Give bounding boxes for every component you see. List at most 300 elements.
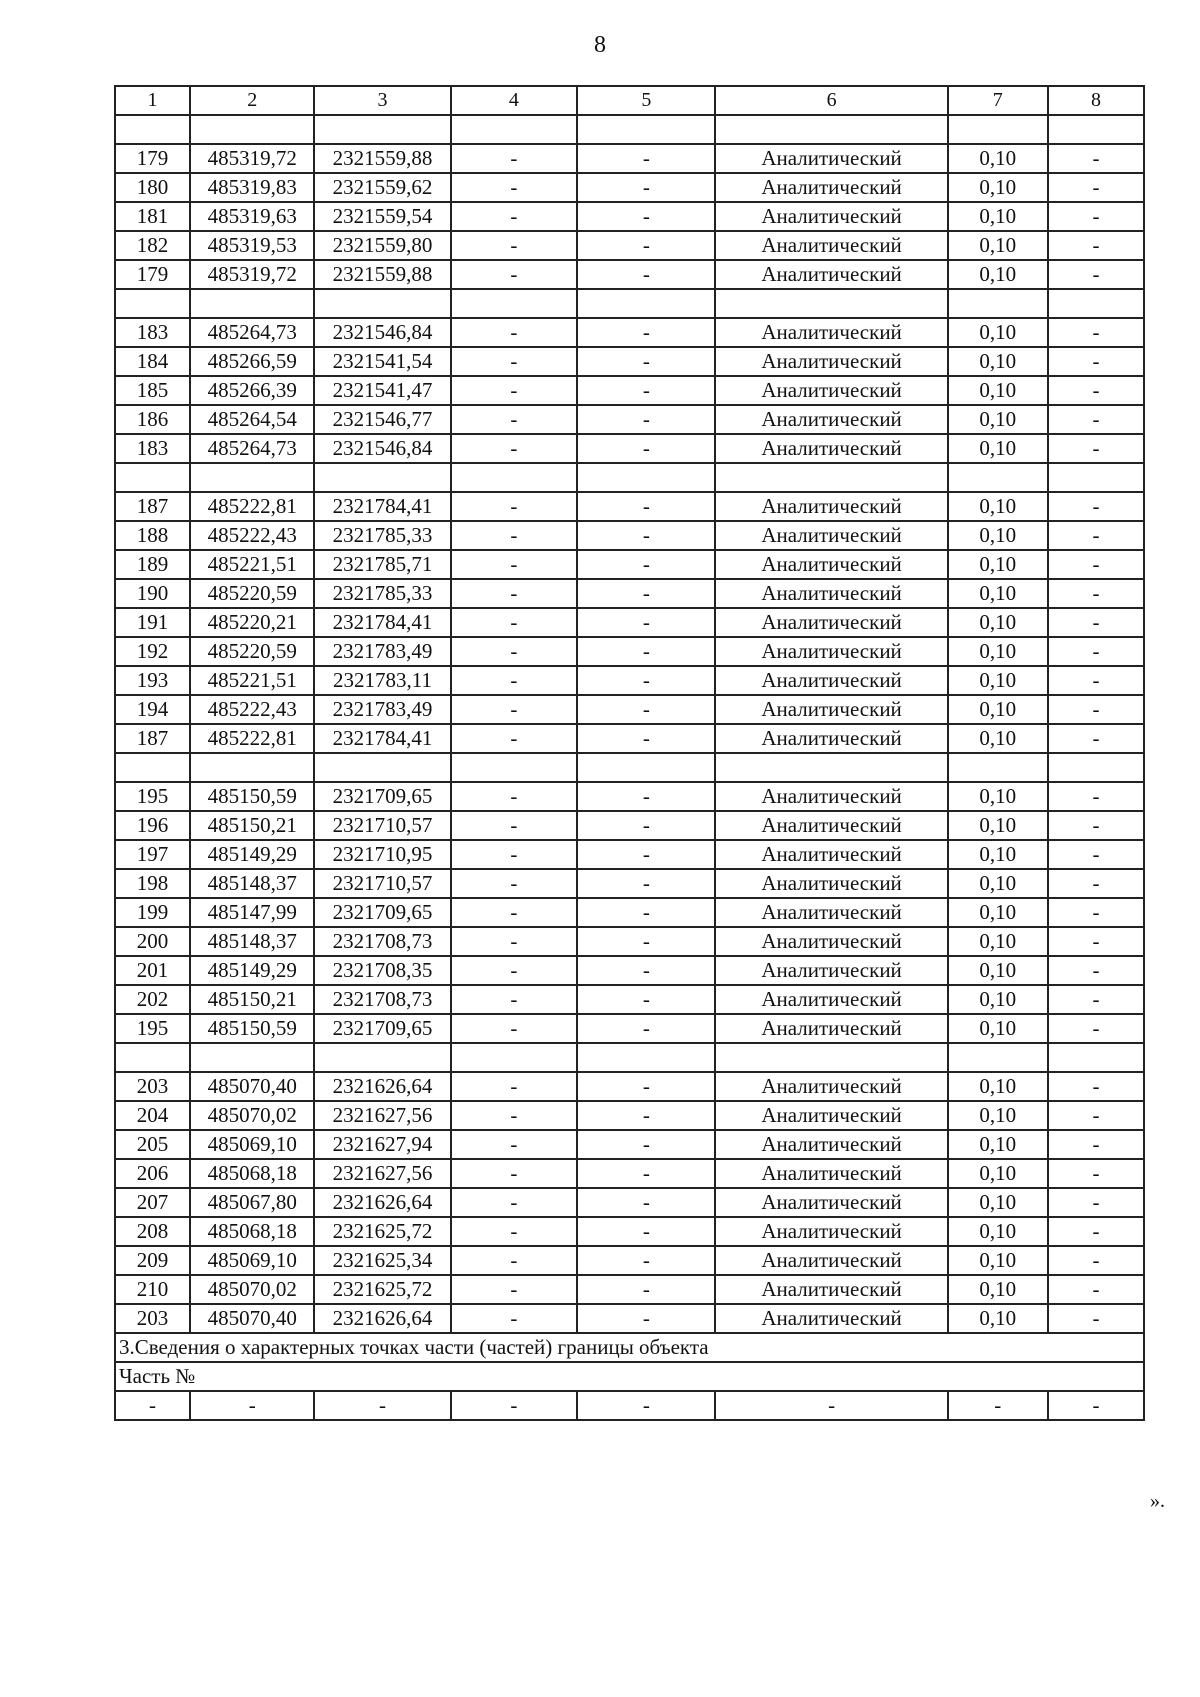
table-cell-col6: Аналитический bbox=[715, 1188, 947, 1217]
table-cell-col7: 0,10 bbox=[948, 956, 1048, 985]
table-cell-col2 bbox=[190, 289, 315, 318]
table-cell-col3: 2321784,41 bbox=[314, 492, 450, 521]
table-cell-col5: - bbox=[577, 1188, 715, 1217]
table-cell-col1: 195 bbox=[115, 782, 190, 811]
table-cell-col1: 200 bbox=[115, 927, 190, 956]
table-cell-col3 bbox=[314, 753, 450, 782]
table-cell-col5 bbox=[577, 289, 715, 318]
table-cell-col2: 485150,21 bbox=[190, 811, 315, 840]
table-cell-col7: 0,10 bbox=[948, 898, 1048, 927]
table-cell-col4: - bbox=[451, 550, 578, 579]
table-row bbox=[115, 434, 1144, 463]
table-cell-col8: - bbox=[1048, 579, 1144, 608]
table-cell-col4: - bbox=[451, 1304, 578, 1333]
table-cell-col2: 485220,21 bbox=[190, 608, 315, 637]
table-cell-col8: 8 bbox=[1048, 86, 1144, 115]
table-row bbox=[115, 173, 1144, 202]
table-cell-col1: 194 bbox=[115, 695, 190, 724]
table-cell-col2: 485148,37 bbox=[190, 927, 315, 956]
table-cell-col6 bbox=[715, 289, 947, 318]
table-cell-col6 bbox=[715, 753, 947, 782]
table-cell-col8: - bbox=[1048, 1072, 1144, 1101]
table-cell-col1: 182 bbox=[115, 231, 190, 260]
table-cell-col5: - bbox=[577, 173, 715, 202]
table-cell-col6: Аналитический bbox=[715, 724, 947, 753]
coordinates-table bbox=[114, 85, 1145, 1421]
table-cell-col7: 0,10 bbox=[948, 173, 1048, 202]
table-cell-col6: Аналитический bbox=[715, 869, 947, 898]
table-cell-col6: - bbox=[715, 1391, 947, 1420]
table-cell-col7: 0,10 bbox=[948, 202, 1048, 231]
table-cell-col1: 206 bbox=[115, 1159, 190, 1188]
table-cell-col2: 485149,29 bbox=[190, 840, 315, 869]
table-cell-col2: 485319,63 bbox=[190, 202, 315, 231]
table-cell-col3: 2321627,56 bbox=[314, 1101, 450, 1130]
table-cell-col5: - bbox=[577, 318, 715, 347]
table-row bbox=[115, 1159, 1144, 1188]
table-cell-col5: - bbox=[577, 1014, 715, 1043]
table-cell-col5: - bbox=[577, 1072, 715, 1101]
table-cell-col2: 485220,59 bbox=[190, 637, 315, 666]
table-cell-col8: - bbox=[1048, 724, 1144, 753]
table-row bbox=[115, 985, 1144, 1014]
table-cell-col4: - bbox=[451, 1014, 578, 1043]
table-cell-col8: - bbox=[1048, 956, 1144, 985]
table-cell-col1: 197 bbox=[115, 840, 190, 869]
table-cell-col5: - bbox=[577, 782, 715, 811]
table-cell-col7: 0,10 bbox=[948, 1304, 1048, 1333]
table-cell-col8: - bbox=[1048, 782, 1144, 811]
table-cell-col4: - bbox=[451, 985, 578, 1014]
table-row bbox=[115, 1188, 1144, 1217]
table-row bbox=[115, 521, 1144, 550]
table-cell-col4: - bbox=[451, 405, 578, 434]
table-cell-col1: 179 bbox=[115, 260, 190, 289]
table-cell-col3: 2321783,49 bbox=[314, 695, 450, 724]
table-cell-col4: 4 bbox=[451, 86, 578, 115]
table-cell-col3: 2321559,62 bbox=[314, 173, 450, 202]
table-cell-col3: 2321784,41 bbox=[314, 608, 450, 637]
table-cell-col7: 0,10 bbox=[948, 637, 1048, 666]
table-cell-col7: 0,10 bbox=[948, 260, 1048, 289]
table-cell-col2: 485068,18 bbox=[190, 1159, 315, 1188]
table-cell-col1: 202 bbox=[115, 985, 190, 1014]
table-cell-col2: 485147,99 bbox=[190, 898, 315, 927]
table-cell-col8: - bbox=[1048, 550, 1144, 579]
table-cell-col1: 203 bbox=[115, 1072, 190, 1101]
section3-title-text: 3.Сведения о характерных точках части (частей) границы объекта bbox=[115, 1333, 1144, 1362]
table-cell-col6: Аналитический bbox=[715, 985, 947, 1014]
table-row bbox=[115, 956, 1144, 985]
table-cell-col3: - bbox=[314, 1391, 450, 1420]
table-cell-col4: - bbox=[451, 1275, 578, 1304]
table-cell-col2: 485069,10 bbox=[190, 1246, 315, 1275]
table-cell-col7: 0,10 bbox=[948, 144, 1048, 173]
table-cell-col6 bbox=[715, 463, 947, 492]
table-cell-col2: 485319,72 bbox=[190, 144, 315, 173]
table-cell-col8: - bbox=[1048, 811, 1144, 840]
table-cell-col6 bbox=[715, 115, 947, 144]
table-cell-col3: 2321559,80 bbox=[314, 231, 450, 260]
table-cell-col8: - bbox=[1048, 927, 1144, 956]
table-cell-col5: - bbox=[577, 666, 715, 695]
table-cell-col6: Аналитический bbox=[715, 608, 947, 637]
table-cell-col5: - bbox=[577, 927, 715, 956]
table-row bbox=[115, 347, 1144, 376]
table-cell-col4: - bbox=[451, 231, 578, 260]
table-cell-col6: Аналитический bbox=[715, 231, 947, 260]
table-cell-col4: - bbox=[451, 376, 578, 405]
blank-separator-row bbox=[115, 115, 1144, 144]
table-cell-col2: 485319,72 bbox=[190, 260, 315, 289]
table-cell-col1: 198 bbox=[115, 869, 190, 898]
table-cell-col3: 2321626,64 bbox=[314, 1188, 450, 1217]
table-cell-col8: - bbox=[1048, 869, 1144, 898]
table-cell-col6: Аналитический bbox=[715, 347, 947, 376]
table-cell-col1: 189 bbox=[115, 550, 190, 579]
table-cell-col8: - bbox=[1048, 985, 1144, 1014]
table-cell-col1: 188 bbox=[115, 521, 190, 550]
table-cell-col6: Аналитический bbox=[715, 434, 947, 463]
page-number: 8 bbox=[594, 32, 606, 58]
table-cell-col1: 205 bbox=[115, 1130, 190, 1159]
part-label bbox=[115, 1362, 1144, 1391]
table-cell-col6: Аналитический bbox=[715, 260, 947, 289]
table-cell-col3: 2321783,11 bbox=[314, 666, 450, 695]
table-row bbox=[115, 1101, 1144, 1130]
blank-separator-row bbox=[115, 289, 1144, 318]
table-cell-col2: 485319,53 bbox=[190, 231, 315, 260]
table-row bbox=[115, 376, 1144, 405]
table-cell-col8: - bbox=[1048, 1130, 1144, 1159]
table-cell-col7: - bbox=[948, 1391, 1048, 1420]
table-cell-col3: 2321708,73 bbox=[314, 985, 450, 1014]
table-cell-col7: 0,10 bbox=[948, 231, 1048, 260]
table-row bbox=[115, 898, 1144, 927]
table-cell-col8: - bbox=[1048, 695, 1144, 724]
table-cell-col4: - bbox=[451, 1101, 578, 1130]
table-cell-col6: Аналитический bbox=[715, 318, 947, 347]
table-cell-col1 bbox=[115, 753, 190, 782]
table-cell-col8 bbox=[1048, 115, 1144, 144]
table-cell-col1: 207 bbox=[115, 1188, 190, 1217]
table-cell-col5: - bbox=[577, 811, 715, 840]
table-cell-col4: - bbox=[451, 1391, 578, 1420]
table-cell-col1: 209 bbox=[115, 1246, 190, 1275]
table-cell-col2: 485221,51 bbox=[190, 550, 315, 579]
table-cell-col3: 3 bbox=[314, 86, 450, 115]
table-cell-col4: - bbox=[451, 724, 578, 753]
table-cell-col4 bbox=[451, 115, 578, 144]
table-cell-col6: Аналитический bbox=[715, 1304, 947, 1333]
table-cell-col7: 0,10 bbox=[948, 434, 1048, 463]
table-cell-col8: - bbox=[1048, 376, 1144, 405]
table-cell-col3: 2321709,65 bbox=[314, 782, 450, 811]
table-cell-col8: - bbox=[1048, 1391, 1144, 1420]
table-cell-col4: - bbox=[451, 260, 578, 289]
table-cell-col1: 210 bbox=[115, 1275, 190, 1304]
table-cell-col2: 485266,39 bbox=[190, 376, 315, 405]
table-cell-col7: 0,10 bbox=[948, 782, 1048, 811]
table-cell-col1: 204 bbox=[115, 1101, 190, 1130]
table-cell-col5: - bbox=[577, 985, 715, 1014]
table-cell-col7: 0,10 bbox=[948, 724, 1048, 753]
table-cell-col7: 0,10 bbox=[948, 1275, 1048, 1304]
table-cell-col5: - bbox=[577, 1101, 715, 1130]
table-cell-col2 bbox=[190, 753, 315, 782]
table-cell-col5: - bbox=[577, 579, 715, 608]
table-cell-col6: Аналитический bbox=[715, 1101, 947, 1130]
table-cell-col4: - bbox=[451, 869, 578, 898]
table-row bbox=[115, 695, 1144, 724]
table-row bbox=[115, 869, 1144, 898]
table-cell-col4: - bbox=[451, 173, 578, 202]
section3-title bbox=[115, 1333, 1144, 1362]
table-cell-col8: - bbox=[1048, 405, 1144, 434]
table-cell-col5 bbox=[577, 753, 715, 782]
blank-separator-row bbox=[115, 463, 1144, 492]
table-cell-col5: - bbox=[577, 347, 715, 376]
table-cell-col7: 0,10 bbox=[948, 492, 1048, 521]
table-cell-col4: - bbox=[451, 347, 578, 376]
table-cell-col2: 485069,10 bbox=[190, 1130, 315, 1159]
table-cell-col7: 0,10 bbox=[948, 318, 1048, 347]
table-cell-col3: 2321626,64 bbox=[314, 1304, 450, 1333]
table-row bbox=[115, 1275, 1144, 1304]
table-cell-col1: - bbox=[115, 1391, 190, 1420]
table-cell-col6: Аналитический bbox=[715, 376, 947, 405]
table-cell-col6: Аналитический bbox=[715, 927, 947, 956]
table-cell-col1: 180 bbox=[115, 173, 190, 202]
table-cell-col6 bbox=[715, 1043, 947, 1072]
table-cell-col8: - bbox=[1048, 521, 1144, 550]
table-cell-col5: - bbox=[577, 724, 715, 753]
table-cell-col2: 485222,43 bbox=[190, 521, 315, 550]
table-cell-col5: - bbox=[577, 1391, 715, 1420]
table-cell-col8: - bbox=[1048, 1304, 1144, 1333]
table-cell-col2: 485221,51 bbox=[190, 666, 315, 695]
table-cell-col3: 2321627,56 bbox=[314, 1159, 450, 1188]
table-cell-col4: - bbox=[451, 1188, 578, 1217]
table-cell-col4: - bbox=[451, 1072, 578, 1101]
table-cell-col7: 0,10 bbox=[948, 608, 1048, 637]
table-cell-col6: Аналитический bbox=[715, 666, 947, 695]
table-cell-col5: - bbox=[577, 376, 715, 405]
table-cell-col5: - bbox=[577, 405, 715, 434]
table-cell-col4: - bbox=[451, 1246, 578, 1275]
table-cell-col1: 185 bbox=[115, 376, 190, 405]
table-cell-col7: 0,10 bbox=[948, 1101, 1048, 1130]
table-cell-col1 bbox=[115, 115, 190, 144]
table-row bbox=[115, 1014, 1144, 1043]
table-cell-col4: - bbox=[451, 1217, 578, 1246]
table-row bbox=[115, 202, 1144, 231]
table-cell-col5: - bbox=[577, 231, 715, 260]
table-cell-col8: - bbox=[1048, 1275, 1144, 1304]
table-cell-col7: 0,10 bbox=[948, 405, 1048, 434]
table-cell-col2: 485264,54 bbox=[190, 405, 315, 434]
table-cell-col2: 485150,59 bbox=[190, 1014, 315, 1043]
table-cell-col7: 0,10 bbox=[948, 376, 1048, 405]
table-row bbox=[115, 260, 1144, 289]
table-cell-col5: - bbox=[577, 898, 715, 927]
table-cell-col3: 2321625,34 bbox=[314, 1246, 450, 1275]
table-cell-col5: - bbox=[577, 521, 715, 550]
header-row bbox=[115, 86, 1144, 115]
table-cell-col8: - bbox=[1048, 144, 1144, 173]
table-row bbox=[115, 666, 1144, 695]
table-cell-col8: - bbox=[1048, 318, 1144, 347]
table-cell-col1: 203 bbox=[115, 1304, 190, 1333]
table-cell-col5: - bbox=[577, 550, 715, 579]
table-cell-col2: 485070,02 bbox=[190, 1101, 315, 1130]
table-cell-col2: 485068,18 bbox=[190, 1217, 315, 1246]
part-label-text: Часть № bbox=[115, 1362, 1144, 1391]
table-cell-col1: 1 bbox=[115, 86, 190, 115]
table-cell-col2: 485070,02 bbox=[190, 1275, 315, 1304]
table-cell-col2 bbox=[190, 463, 315, 492]
table-cell-col3: 2321709,65 bbox=[314, 898, 450, 927]
table-cell-col3: 2321785,33 bbox=[314, 521, 450, 550]
table-cell-col5: - bbox=[577, 956, 715, 985]
table-cell-col4: - bbox=[451, 608, 578, 637]
table-cell-col8: - bbox=[1048, 898, 1144, 927]
table-cell-col4: - bbox=[451, 811, 578, 840]
table-cell-col8: - bbox=[1048, 260, 1144, 289]
table-cell-col1: 199 bbox=[115, 898, 190, 927]
table-cell-col6: Аналитический bbox=[715, 637, 947, 666]
table-cell-col7: 0,10 bbox=[948, 695, 1048, 724]
table-cell-col3: 2321783,49 bbox=[314, 637, 450, 666]
table-cell-col7: 0,10 bbox=[948, 666, 1048, 695]
table-cell-col4: - bbox=[451, 840, 578, 869]
table-cell-col1: 181 bbox=[115, 202, 190, 231]
table-cell-col6: Аналитический bbox=[715, 811, 947, 840]
table-cell-col7: 0,10 bbox=[948, 869, 1048, 898]
table-cell-col8 bbox=[1048, 463, 1144, 492]
table-cell-col7: 0,10 bbox=[948, 1130, 1048, 1159]
table-cell-col1: 186 bbox=[115, 405, 190, 434]
table-cell-col1: 196 bbox=[115, 811, 190, 840]
table-cell-col8 bbox=[1048, 289, 1144, 318]
table-cell-col2: - bbox=[190, 1391, 315, 1420]
table-cell-col5 bbox=[577, 1043, 715, 1072]
table-cell-col6: Аналитический bbox=[715, 1246, 947, 1275]
table-row bbox=[115, 1130, 1144, 1159]
table-cell-col5: - bbox=[577, 1159, 715, 1188]
table-cell-col5: - bbox=[577, 492, 715, 521]
table-cell-col6: 6 bbox=[715, 86, 947, 115]
table-cell-col6: Аналитический bbox=[715, 695, 947, 724]
table-cell-col3: 2321625,72 bbox=[314, 1217, 450, 1246]
table-row bbox=[115, 550, 1144, 579]
table-cell-col6: Аналитический bbox=[715, 1159, 947, 1188]
table-cell-col8: - bbox=[1048, 1188, 1144, 1217]
table-cell-col3: 2321709,65 bbox=[314, 1014, 450, 1043]
table-cell-col2: 485067,80 bbox=[190, 1188, 315, 1217]
table-cell-col3: 2321546,84 bbox=[314, 434, 450, 463]
table-cell-col3: 2321626,64 bbox=[314, 1072, 450, 1101]
table-cell-col8: - bbox=[1048, 231, 1144, 260]
table-cell-col6: Аналитический bbox=[715, 898, 947, 927]
table-cell-col3: 2321627,94 bbox=[314, 1130, 450, 1159]
table-row bbox=[115, 405, 1144, 434]
table-row bbox=[115, 1246, 1144, 1275]
table-cell-col3: 2321546,77 bbox=[314, 405, 450, 434]
table-cell-col1: 195 bbox=[115, 1014, 190, 1043]
table-cell-col6: Аналитический bbox=[715, 1014, 947, 1043]
table-row bbox=[115, 608, 1144, 637]
table-cell-col2: 2 bbox=[190, 86, 315, 115]
table-cell-col3: 2321710,57 bbox=[314, 811, 450, 840]
table-cell-col8: - bbox=[1048, 202, 1144, 231]
table-cell-col6: Аналитический bbox=[715, 173, 947, 202]
table-cell-col7: 7 bbox=[948, 86, 1048, 115]
table-cell-col4 bbox=[451, 289, 578, 318]
table-cell-col4: - bbox=[451, 492, 578, 521]
table-cell-col2 bbox=[190, 115, 315, 144]
table-row bbox=[115, 1304, 1144, 1333]
table-row bbox=[115, 927, 1144, 956]
table-cell-col4: - bbox=[451, 782, 578, 811]
table-cell-col5: - bbox=[577, 869, 715, 898]
table-cell-col7 bbox=[948, 289, 1048, 318]
table-row bbox=[115, 724, 1144, 753]
table-cell-col3: 2321541,54 bbox=[314, 347, 450, 376]
table-cell-col3 bbox=[314, 289, 450, 318]
table-cell-col8: - bbox=[1048, 1101, 1144, 1130]
table-cell-col6: Аналитический bbox=[715, 550, 947, 579]
table-cell-col8: - bbox=[1048, 492, 1144, 521]
table-cell-col3: 2321546,84 bbox=[314, 318, 450, 347]
table-cell-col5: - bbox=[577, 260, 715, 289]
table-cell-col5: - bbox=[577, 1130, 715, 1159]
table-cell-col3: 2321708,73 bbox=[314, 927, 450, 956]
table-cell-col2: 485222,43 bbox=[190, 695, 315, 724]
table-cell-col1: 184 bbox=[115, 347, 190, 376]
table-cell-col1: 187 bbox=[115, 724, 190, 753]
table-cell-col1: 193 bbox=[115, 666, 190, 695]
table-cell-col4: - bbox=[451, 144, 578, 173]
table-cell-col5: - bbox=[577, 1246, 715, 1275]
table-cell-col8 bbox=[1048, 753, 1144, 782]
table-cell-col1 bbox=[115, 1043, 190, 1072]
table-row bbox=[115, 637, 1144, 666]
table-cell-col5 bbox=[577, 115, 715, 144]
table-cell-col4 bbox=[451, 463, 578, 492]
table-cell-col4: - bbox=[451, 695, 578, 724]
blank-separator-row bbox=[115, 753, 1144, 782]
table-cell-col2 bbox=[190, 1043, 315, 1072]
table-cell-col8: - bbox=[1048, 1014, 1144, 1043]
table-cell-col6: Аналитический bbox=[715, 1130, 947, 1159]
table-cell-col1: 187 bbox=[115, 492, 190, 521]
table-cell-col2: 485070,40 bbox=[190, 1304, 315, 1333]
table-cell-col5: - bbox=[577, 202, 715, 231]
table-cell-col6: Аналитический bbox=[715, 782, 947, 811]
table-cell-col6: Аналитический bbox=[715, 521, 947, 550]
table-row bbox=[115, 579, 1144, 608]
table-cell-col2: 485149,29 bbox=[190, 956, 315, 985]
table-cell-col3: 2321785,71 bbox=[314, 550, 450, 579]
table-cell-col7: 0,10 bbox=[948, 1246, 1048, 1275]
table-row bbox=[115, 492, 1144, 521]
table-cell-col2: 485264,73 bbox=[190, 318, 315, 347]
table-cell-col5: - bbox=[577, 1275, 715, 1304]
table-cell-col1: 201 bbox=[115, 956, 190, 985]
table-cell-col2: 485148,37 bbox=[190, 869, 315, 898]
table-cell-col4: - bbox=[451, 521, 578, 550]
